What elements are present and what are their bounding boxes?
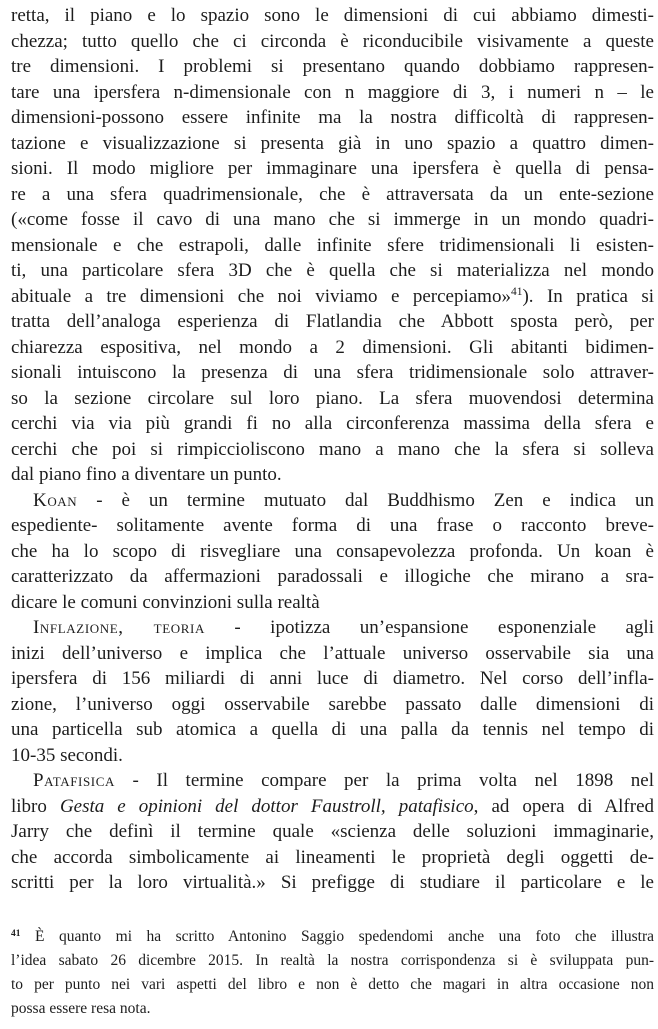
text-line: cerchi via via più grandi fi no alla circonferenza massima della sfera e xyxy=(11,413,654,434)
text-line xyxy=(11,284,654,310)
text-line: 10-35 secondi. xyxy=(11,744,123,766)
text-line: caratterizzato da affermazioni paradossali e illogiche che mirano a sra- xyxy=(11,566,654,587)
text-line: retta, il piano e lo spazio sono le dimensioni di cui abbiamo dimesti- xyxy=(11,5,654,26)
text-line: mensionale e che estrapoli, dalle infinite sfere tridimensionali li esisten- xyxy=(11,234,654,256)
term-inflazione-teoria: Inflazione, teoria xyxy=(33,617,205,638)
text-segment: libro xyxy=(11,795,60,817)
text-line: so la sezione circolare sul loro piano. La sfera muovendosi determina xyxy=(11,387,654,409)
text-line: ipersfera di 156 miliardi di anni luce di diametro. Nel corso dell’infla- xyxy=(11,668,654,689)
text-line: tratta dell’analoga esperienza di Flatlandia che Abbott sposta però, per xyxy=(11,311,654,332)
text-line: ti, una particolare sfera 3D che è quella che si materializza nel mondo xyxy=(11,260,654,281)
term-koan: Koan xyxy=(33,489,78,511)
text-segment: - ipotizza un’espansione esponenziale agli xyxy=(204,617,654,638)
text-line: tre dimensioni. I problemi si presentano quando dobbiamo rappresen- xyxy=(11,56,654,77)
text-line-inflazione-entry xyxy=(11,615,654,641)
text-segment: abituale a tre dimensioni che noi viviamo e percepiamo» xyxy=(11,285,511,307)
text-line-patafisica-entry xyxy=(11,768,654,794)
text-line-koan-entry xyxy=(11,488,654,514)
term-patafisica: Patafisica xyxy=(33,770,115,791)
text-line xyxy=(11,794,654,820)
text-line: chezza; tutto quello che ci circonda è riconducibile visivamente a queste xyxy=(11,30,654,52)
text-line: espediente- solitamente avente forma di una frase o racconto breve- xyxy=(11,515,654,536)
text-line: dicare le comuni convinzioni sulla realtà xyxy=(11,591,320,613)
text-line: una particella sub atomica a quella di una palla da tennis nel tempo di xyxy=(11,719,654,740)
footnote-line: to per punto nei vari aspetti del libro e non è detto che magari in altra occasione non xyxy=(11,975,654,993)
footnote-line: possa essere resa nota. xyxy=(11,999,151,1017)
text-line: che accorda simbolicamente ai lineamenti le proprietà degli oggetti de- xyxy=(11,846,654,868)
text-line: cerchi che poi si rimpiccioliscono mano a mano che la sfera si solleva xyxy=(11,438,654,460)
text-line: sioni. Il modo migliore per immaginare una ipersfera è quella di pensa- xyxy=(11,158,654,179)
text-segment: ). In pratica si xyxy=(522,285,655,307)
text-line: chiarezza espositiva, nel mondo a 2 dimensioni. Gli abitanti bidimen- xyxy=(11,336,654,358)
text-line: dimensioni-possono essere infinite ma la nostra difficoltà di rappresen- xyxy=(11,107,654,128)
text-line: Jarry che definì il termine quale «scienza delle soluzioni immaginarie, xyxy=(11,821,654,842)
text-line: sionali intuiscono la presenza di una sfera tridimensionale solo attraver- xyxy=(11,362,654,383)
footnote-line: l’idea sabato 26 dicembre 2015. In realtà la nostra corrispondenza si è sviluppata pun- xyxy=(11,951,654,969)
footnote-line xyxy=(11,925,654,949)
text-line: inizi dell’universo e implica che l’attuale universo osservabile sia una xyxy=(11,642,654,664)
text-line: zione, l’universo oggi osservabile sarebbe passato dalle dimensioni di xyxy=(11,693,654,715)
main-text-block xyxy=(11,3,654,896)
text-segment: - Il termine compare per la prima volta nel 1898 nel xyxy=(114,770,654,791)
footnote-marker-41: 41 xyxy=(11,928,21,939)
text-line: dal piano fino a diventare un punto. xyxy=(11,464,282,485)
text-line: che ha lo scopo di risvegliare una consapevolezza profonda. Un koan è xyxy=(11,540,654,562)
text-line: scritti per la loro virtualità.» Si prefigge di studiare il particolare e le xyxy=(11,872,654,893)
text-line: tazione e visualizzazione si presenta già in uno spazio a quattro dimen- xyxy=(11,132,654,154)
text-line: («come fosse il cavo di una mano che si immerge in un mondo quadri- xyxy=(11,209,654,230)
footnote-text-segment: È quanto mi ha scritto Antonino Saggio spedendomi anche una foto che illustra xyxy=(35,927,654,945)
text-line: re a una sfera quadrimensionale, che è attraversata da un ente-sezione xyxy=(11,183,654,205)
book-title-italic: Gesta e opinioni del dottor Faustroll, patafisico xyxy=(59,795,474,817)
text-segment: - è un termine mutuato dal Buddhismo Zen e indica un xyxy=(77,489,654,511)
footnote-block xyxy=(11,925,654,1021)
text-line: tare una ipersfera n-dimensionale con n maggiore di 3, i numeri n – le xyxy=(11,81,654,103)
text-segment: , ad opera di Alfred xyxy=(473,795,655,817)
footnote-ref-41: 41 xyxy=(510,285,523,298)
